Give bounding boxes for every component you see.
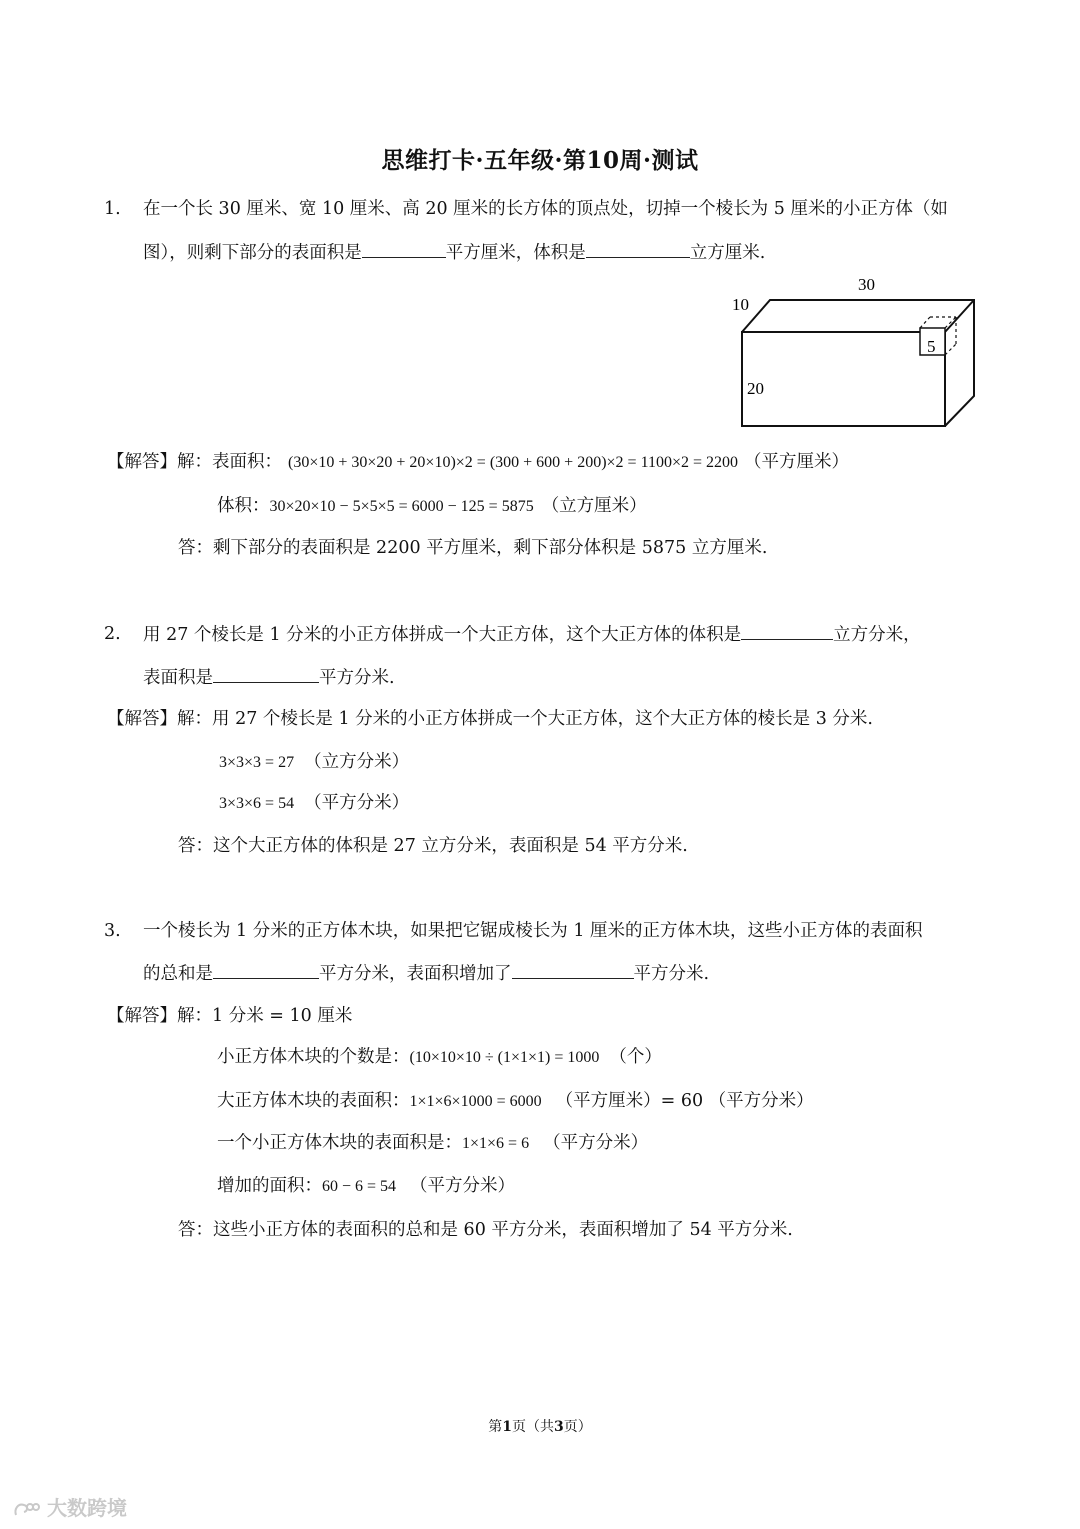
question-1-text-part: 平方厘米，体积是 [445, 243, 586, 263]
question-3-number: 3. [104, 921, 121, 941]
answer-math: 1×1×6×1000 = 6000 [409, 1093, 542, 1110]
question-2-text-part: 用 27 个棱长是 1 分米的小正方体拼成一个大正方体，这个大正方体的体积是 [143, 625, 742, 645]
question-1-text-part: 立方厘米. [689, 243, 766, 263]
answer-text: 1 分米 = 10 厘米 [212, 1006, 353, 1026]
answer-math: 3×3×3 = 27 [219, 754, 295, 771]
footer-text: 第 [488, 1419, 503, 1435]
question-3-answer-line1 [107, 1004, 352, 1028]
answer-blank[interactable] [213, 961, 319, 979]
question-3-answer-line2 [217, 1045, 662, 1070]
answer-tag: 【解答】解： [107, 452, 212, 472]
question-2-conclusion: 答：这个大正方体的体积是 27 立方分米，表面积是 54 平方分米. [178, 836, 688, 856]
question-1-text-part: 图），则剩下部分的表面积是 [143, 243, 362, 263]
footer-total-pages: 3 [554, 1419, 564, 1435]
question-3-text-line2 [143, 961, 709, 986]
answer-unit: （平方分米） [304, 793, 410, 813]
watermark-logo-icon [12, 1499, 40, 1521]
small-cube-dashed-edge [945, 344, 956, 355]
cuboid-front-face [742, 332, 945, 426]
watermark [12, 1492, 127, 1521]
answer-label: 表面积： [212, 452, 282, 472]
question-1-conclusion: 答：剩下部分的表面积是 2200 平方厘米，剩下部分体积是 5875 立方厘米. [178, 538, 768, 558]
answer-math: 30×20×10 − 5×5×5 = 6000 − 125 = 5875 [269, 498, 534, 515]
label-height: 20 [747, 379, 764, 398]
answer-label: 一个小正方体木块的表面积是： [217, 1133, 462, 1153]
answer-blank[interactable] [741, 622, 833, 640]
question-2-text-part: 立方分米， [833, 625, 921, 645]
answer-tag: 【解答】解： [107, 709, 212, 729]
question-2-text-part: 平方分米. [319, 668, 395, 688]
cuboid-top-right-edge [945, 300, 974, 332]
cuboid-figure [720, 270, 990, 440]
label-cube: 5 [927, 337, 936, 356]
answer-math: (10×10×10 ÷ (1×1×1) = 1000 [409, 1049, 600, 1066]
question-1-text-line2 [143, 240, 765, 265]
answer-label: 小正方体木块的个数是： [217, 1047, 410, 1067]
answer-label: 体积： [217, 496, 270, 516]
question-3-text-part: 的总和是 [143, 964, 213, 984]
answer-unit: （平方厘米） [744, 452, 850, 472]
question-2-text-part: 表面积是 [143, 668, 213, 688]
question-1-answer-line1 [107, 450, 849, 475]
question-2-answer-line3 [219, 791, 409, 816]
question-3-text-part: 平方分米. [633, 964, 710, 984]
question-1-number: 1. [104, 199, 121, 219]
footer-text: 页（共 [512, 1419, 554, 1435]
answer-math: 3×3×6 = 54 [219, 795, 295, 812]
question-3-answer-line4 [217, 1131, 648, 1156]
answer-label: 大正方体木块的表面积： [217, 1091, 410, 1111]
answer-unit: （立方分米） [304, 752, 410, 772]
answer-blank[interactable] [213, 665, 319, 683]
label-length: 30 [858, 275, 875, 294]
question-2-answer-line1 [107, 707, 873, 731]
small-cube-dashed-edge [920, 317, 930, 328]
label-width: 10 [732, 295, 749, 314]
answer-label: 增加的面积： [217, 1176, 322, 1196]
question-3-text-line1: 一个棱长为 1 分米的正方体木块，如果把它锯成棱长为 1 厘米的正方体木块，这些小正方体的表面积 [143, 921, 923, 941]
question-2-text-line1 [143, 622, 921, 647]
question-1-answer-line2 [217, 494, 647, 519]
question-3-answer-line3 [217, 1089, 814, 1114]
cuboid-back-edges [742, 300, 974, 426]
answer-tag: 【解答】解： [107, 1006, 212, 1026]
page-title: 思维打卡·五年级·第10周·测试 [381, 147, 699, 174]
question-2-text-line2 [143, 665, 395, 690]
question-3-answer-line5 [217, 1174, 515, 1199]
answer-blank[interactable] [362, 240, 446, 258]
footer-page-number: 1 [502, 1419, 512, 1435]
question-2-number: 2. [104, 624, 121, 644]
answer-math: 1×1×6 = 6 [462, 1135, 530, 1152]
answer-blank[interactable] [586, 240, 690, 258]
question-2-answer-line2 [219, 750, 409, 775]
answer-blank[interactable] [512, 961, 634, 979]
answer-unit: （立方厘米） [541, 496, 647, 516]
footer-text: 页） [563, 1419, 592, 1435]
answer-unit: （平方厘米）= 60 （平方分米） [555, 1091, 814, 1111]
question-3-conclusion: 答：这些小正方体的表面积的总和是 60 平方分米，表面积增加了 54 平方分米. [178, 1220, 793, 1240]
question-3-text-part: 平方分米，表面积增加了 [319, 964, 512, 984]
answer-unit: （个） [609, 1047, 662, 1067]
answer-math: (30×10 + 30×20 + 20×10)×2 = (300 + 600 + 200)×2 = 1100×2 = 2200 [288, 454, 739, 471]
answer-math: 60 − 6 = 54 [322, 1178, 397, 1195]
watermark-text: 大数跨境 [46, 1496, 127, 1520]
question-1-text-line1: 在一个长 30 厘米、宽 10 厘米、高 20 厘米的长方体的顶点处，切掉一个棱长为 5 厘米的小正方体（如 [143, 199, 948, 219]
answer-unit: （平方分米） [410, 1176, 516, 1196]
answer-text: 用 27 个棱长是 1 分米的小正方体拼成一个大正方体，这个大正方体的棱长是 3 分米. [212, 709, 873, 729]
page-footer [0, 1416, 1080, 1436]
answer-unit: （平方分米） [543, 1133, 649, 1153]
